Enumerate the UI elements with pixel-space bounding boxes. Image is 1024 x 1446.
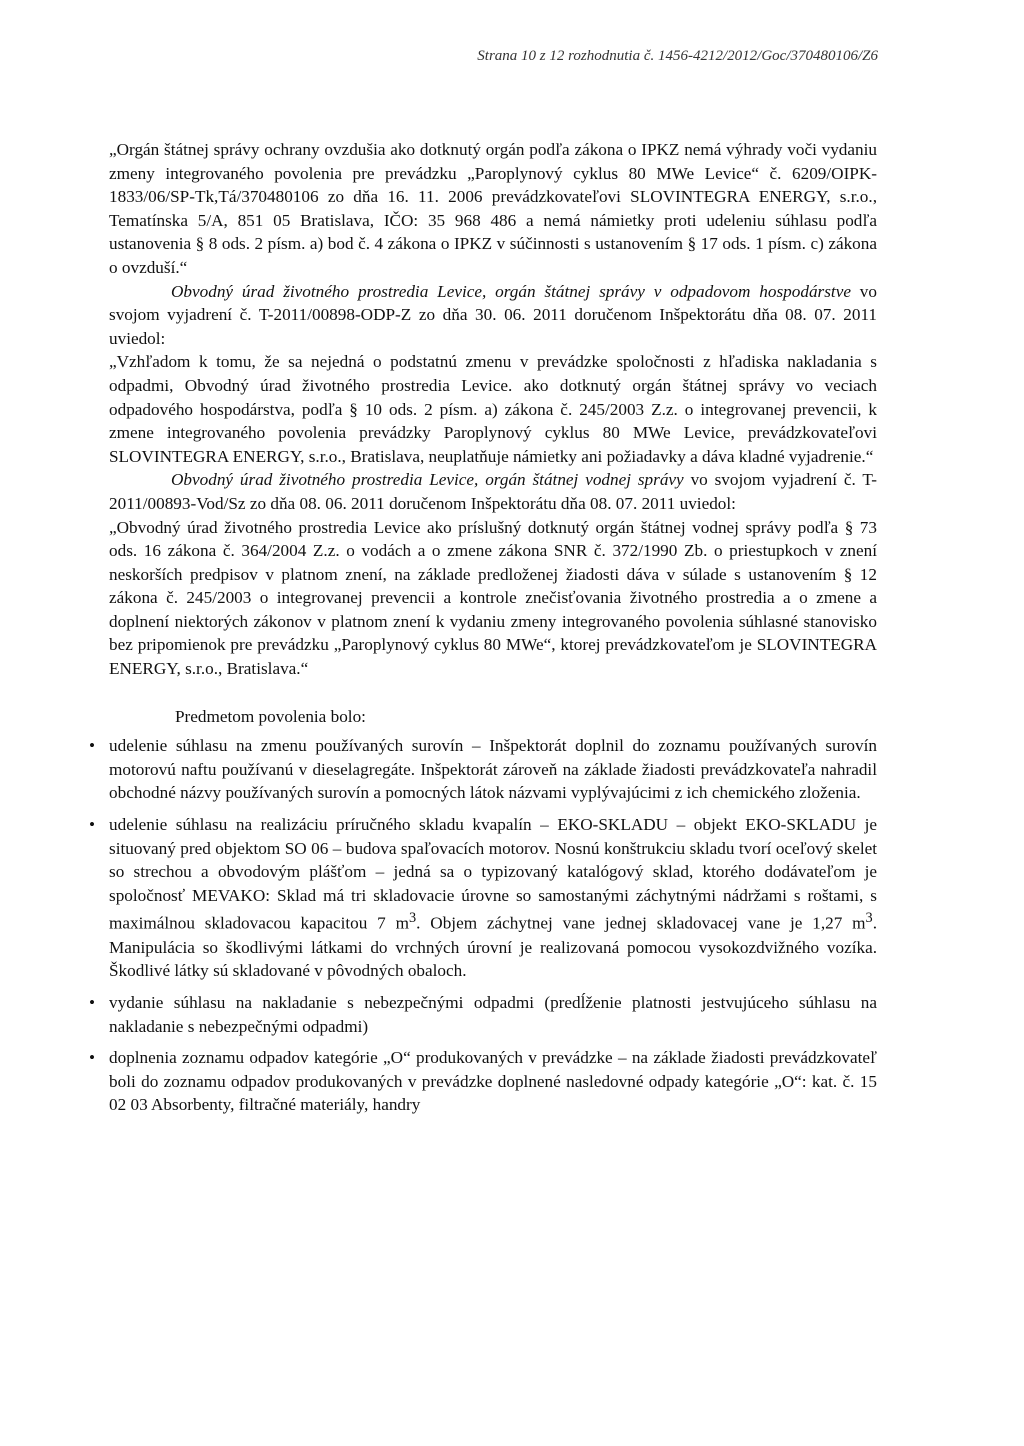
paragraph-2-text: vo svojom vyjadrení č. T-2011/00898-ODP-Z zo dňa 30. 06. 2011 doručenom Inšpektorátu dňa 08. 07. 2011 uviedol:	[109, 281, 877, 348]
list-item-text: . Objem záchytnej vane jednej skladovacej vane je 1,27 m	[416, 914, 866, 934]
subheading: Predmetom povolenia bolo:	[175, 706, 366, 726]
bullet-icon: •	[89, 815, 96, 835]
paragraph-1-text: „Orgán štátnej správy ochrany ovzdušia ako dotknutý orgán podľa zákona o IPKZ nemá výhrady voči vydaniu zmeny integrovaného povolenia pre prevádzku „Paroplynový cyklus 80 MWe Levice“ č. 6209/OIPK-1833/06/SP-Tk,Tá/370480106 zo dňa 16. 11. 2006 prevádzkovateľovi SLOVINTEGRA ENERGY, s.r.o., Tematínska 5/A, 851 05 Bratislava, IČO: 35 968 486 a nemá námietky proti udeleniu súhlasu podľa ustanovenia § 8 ods. 2 písm. a) bod č. 4 zákona o IPKZ v súčinnosti s ustanovením § 17 ods. 1 písm. c) zákona o ovzduší.“	[109, 140, 877, 277]
bullet-list	[89, 734, 877, 1117]
list-item-text: udelenie súhlasu na realizáciu príručného skladu kvapalín – EKO-SKLADU – objekt EKO-SKLADU je situovaný pred objektom SO 06 – budova spaľovacích motorov. Nosnú konštrukciu skladu tvorí oceľový skelet so strechou a obvodovým plášťom – jedná sa o typizovaný katalógový sklad, ktorého dodávateľom je spoločnosť MEVAKO: Sklad má tri skladovacie úrovne so samostanými záchytnými nádržami s roštami, s maximálnou skladovacou kapacitou 7 m	[109, 815, 877, 934]
list-item-text: . Manipulácia so škodlivými látkami do vrchných úrovní je realizovaná pomocou vysokozdvižného vozíka. Škodlivé látky sú skladované v pôvodných obaloch.	[109, 914, 877, 981]
paragraph-1	[109, 138, 877, 280]
bullet-icon: •	[89, 736, 96, 756]
page-header: Strana 10 z 12 rozhodnutia č. 1456-4212/2012/Goc/370480106/Z6	[477, 48, 878, 64]
list-item	[89, 813, 877, 983]
paragraph-5	[109, 516, 877, 681]
list-item-text: vydanie súhlasu na nakladanie s nebezpečnými odpadmi (predĺženie platnosti jestvujúceho súhlasu na nakladanie s nebezpečnými odpadmi)	[109, 992, 877, 1036]
bullet-icon: •	[89, 1048, 96, 1068]
bullet-icon: •	[89, 992, 96, 1012]
paragraph-4	[109, 468, 877, 515]
list-item	[89, 1046, 877, 1117]
list-item	[89, 991, 877, 1038]
paragraph-5-text: „Obvodný úrad životného prostredia Levice ako príslušný dotknutý orgán štátnej vodnej správy podľa § 73 ods. 16 zákona č. 364/2004 Z.z. o vodách a o zmene zákona SNR č. 372/1990 Zb. o priestupkoch v znení neskorších predpisov v platnom znení, na základe predloženej žiadosti dáva v súlade s ustanovením § 12 zákona č. 245/2003 o integrovanej prevencii a kontrole znečisťovania životného prostredia a o zmene a doplnení niektorých zákonov v platnom znení k vydaniu zmeny integrovaného povolenia súhlasné stanovisko bez pripomienok pre prevádzku „Paroplynový cyklus 80 MWe“, ktorej prevádzkovateľom je SLOVINTEGRA ENERGY, s.r.o., Bratislava.“	[109, 517, 877, 679]
document-body	[89, 138, 877, 1125]
superscript: 3	[408, 910, 417, 927]
list-item-text: doplnenia zoznamu odpadov kategórie „O“ produkovaných v prevádzke – na základe žiadosti prevádzkovateľ boli do zoznamu odpadov produkovaných v prevádzke doplnené nasledovné odpady kategórie „O“: kat. č. 15 02 03 Absorbenty, filtračné materiály, handry	[109, 1048, 877, 1115]
paragraph-3	[109, 350, 877, 468]
list-item	[89, 734, 877, 805]
paragraph-3-text: „Vzhľadom k tomu, že sa nejedná o podstatnú zmenu v prevádzke spoločnosti z hľadiska nakladania s odpadmi, Obvodný úrad životného prostredia Levice. ako dotknutý orgán štátnej správy vo veciach odpadového hospodárstva, podľa § 10 ods. 2 písm. a) zákona č. 245/2003 Z.z. o integrovanej prevencii, k zmene integrovaného povolenia prevádzky Paroplynový cyklus 80 MWe Levice, prevádzkovateľovi SLOVINTEGRA ENERGY, s.r.o., Bratislava, neuplatňuje námietky ani požiadavky a dáva kladné vyjadrenie.“	[109, 352, 877, 466]
paragraph-2-authority: Obvodný úrad životného prostredia Levice, orgán štátnej správy v odpadovom hospodárstve	[171, 281, 851, 301]
paragraph-4-authority: Obvodný úrad životného prostredia Levice, orgán štátnej vodnej správy	[171, 470, 684, 490]
superscript: 3	[865, 910, 873, 927]
list-item-text: udelenie súhlasu na zmenu používaných surovín – Inšpektorát doplnil do zoznamu používaných surovín motorovú naftu používanú v dieselagregáte. Inšpektorát zároveň na základe žiadosti prevádzkovateľa nahradil obchodné názvy používaných surovín a pomocných látok názvami vyplývajúcimi z ich chemického zloženia.	[109, 736, 877, 803]
paragraph-2	[109, 280, 877, 351]
paragraph-4-text: vo svojom vyjadrení č. T-2011/00893-Vod/Sz zo dňa 08. 06. 2011 doručenom Inšpektorátu dňa 08. 07. 2011 uviedol:	[109, 470, 877, 513]
